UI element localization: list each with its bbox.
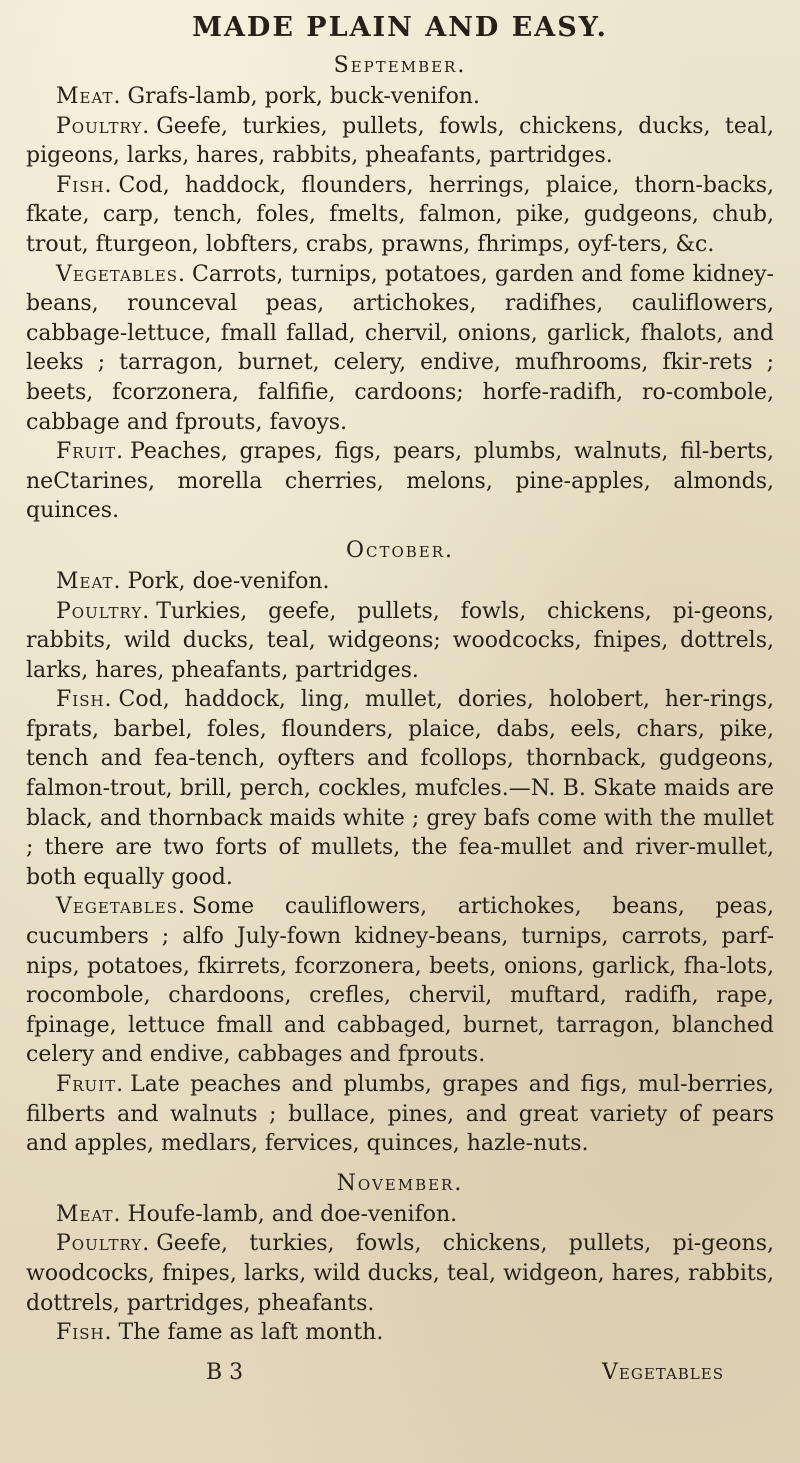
entry-text: Turkies, geefe, pullets, fowls, chickens, pi-geons, rabbits, wild ducks, teal, widgeons; woodcocks, fnipes, dottrels, larks, hares, pheafants, partridges. — [26, 598, 774, 683]
entry-text: The fame as laft month. — [118, 1320, 384, 1346]
entry-category: Fruit. — [56, 439, 125, 465]
entry-category: Fruit. — [56, 1072, 125, 1097]
entry — [26, 112, 774, 171]
entry — [26, 437, 774, 526]
month-section-september — [26, 53, 774, 526]
page-footer — [26, 1360, 774, 1385]
signature-mark: B 3 — [206, 1359, 244, 1385]
entry-text: Geefe, turkies, fowls, chickens, pullets, pi-geons, woodcocks, fnipes, larks, wild ducks, teal, widgeon, hares, rabbits, dottrels, partridges, pheafants. — [26, 1231, 774, 1316]
entry-category: Fish. — [56, 687, 113, 713]
entry-category: Fish. — [56, 1320, 113, 1346]
month-section-november — [26, 1171, 774, 1348]
entry-text: Houfe-lamb, and doe-venifon. — [127, 1201, 458, 1227]
entry — [26, 892, 774, 1070]
entry-category: Poultry. — [56, 598, 151, 624]
entry-category: Poultry. — [56, 1231, 151, 1257]
entry-text: Geefe, turkies, pullets, fowls, chickens, ducks, teal, pigeons, larks, hares, rabbits, pheafants, partridges. — [26, 113, 774, 169]
running-head: MADE PLAIN AND EASY. — [192, 12, 608, 43]
entry — [26, 82, 774, 112]
entry — [26, 171, 774, 260]
month-heading: November. — [336, 1170, 464, 1196]
entry — [26, 597, 774, 686]
entry-text: Some cauliflowers, artichokes, beans, peas, cucumbers ; alfo July-fown kidney-beans, turnips, carrots, parf-nips, potatoes, fkirrets, fcorzonera, beets, onions, garlick, fha-lots, rocombole, chardoons, crefles, chervil, muftard, radifh, rape, fpinage, lettuce fmall and cabbaged, burnet, tarragon, blanched celery and endive, cabbages and fprouts. — [26, 894, 774, 1068]
entry — [26, 567, 774, 597]
entry-text: Pork, doe-venifon. — [127, 568, 330, 594]
entry — [26, 260, 774, 438]
entry-category: Meat. — [56, 1201, 122, 1227]
entry-text: Carrots, turnips, potatoes, garden and fome kidney-beans, rounceval peas, artichokes, radifhes, cauliflowers, cabbage-lettuce, fmall fallad, chervil, onions, garlick, fhalots, and leeks ; tarragon, burnet, celery, endive, mufhrooms, fkir-rets ; beets, fcorzonera, falfifie, cardoons; horfe-radifh, ro-combole, cabbage and fprouts, favoys. — [26, 261, 774, 435]
month-section-october — [26, 538, 774, 1159]
entry-text: Peaches, grapes, figs, pears, plumbs, walnuts, fil-berts, neСtarines, morella cherries, melons, pine-apples, almonds, quinces. — [26, 439, 774, 524]
entry-text: Grafs-lamb, pork, buck-venifon. — [127, 84, 480, 109]
entry-category: Meat. — [56, 568, 122, 594]
entry-category: Vegetables. — [56, 261, 186, 287]
entry — [26, 1318, 774, 1348]
entry-category: Poultry. — [56, 113, 151, 139]
entry — [26, 1070, 774, 1159]
entry-text: Late peaches and plumbs, grapes and figs, mul-berries, filberts and walnuts ; bullace, pines, and great variety of pears and apples, medlars, fervices, quinces, hazle-nuts. — [26, 1072, 774, 1157]
entry-text: Cod, haddock, flounders, herrings, plaice, thorn-backs, fkate, carp, tench, foles, fmelts, falmon, pike, gudgeons, chub, trout, fturgeon, lobfters, crabs, prawns, fhrimps, oyf-ters, &c. — [26, 172, 774, 257]
month-heading: September. — [333, 53, 467, 78]
entry — [26, 1229, 774, 1318]
month-heading: October. — [345, 537, 455, 563]
entry-category: Meat. — [56, 84, 122, 109]
entry — [26, 1200, 774, 1230]
entry-category: Fish. — [56, 172, 113, 198]
entry-text: Cod, haddock, ling, mullet, dories, holobert, her-rings, fprats, barbel, foles, flounders, plaice, dabs, eels, chars, pike, tench and fea-tench, oyfters and fcollops, thornback, gudgeons, falmon-trout, brill, perch, cockles, mufcles.—N. B. Skate maids are black, and thornback maids white ; grey bafs come with the mullet ; there are two forts of mullets, the fea-mullet and river-mullet, both equally good. — [26, 687, 774, 890]
entry-category: Vegetables. — [56, 894, 186, 920]
entry — [26, 685, 774, 892]
catchword: Vegetables — [602, 1359, 724, 1385]
